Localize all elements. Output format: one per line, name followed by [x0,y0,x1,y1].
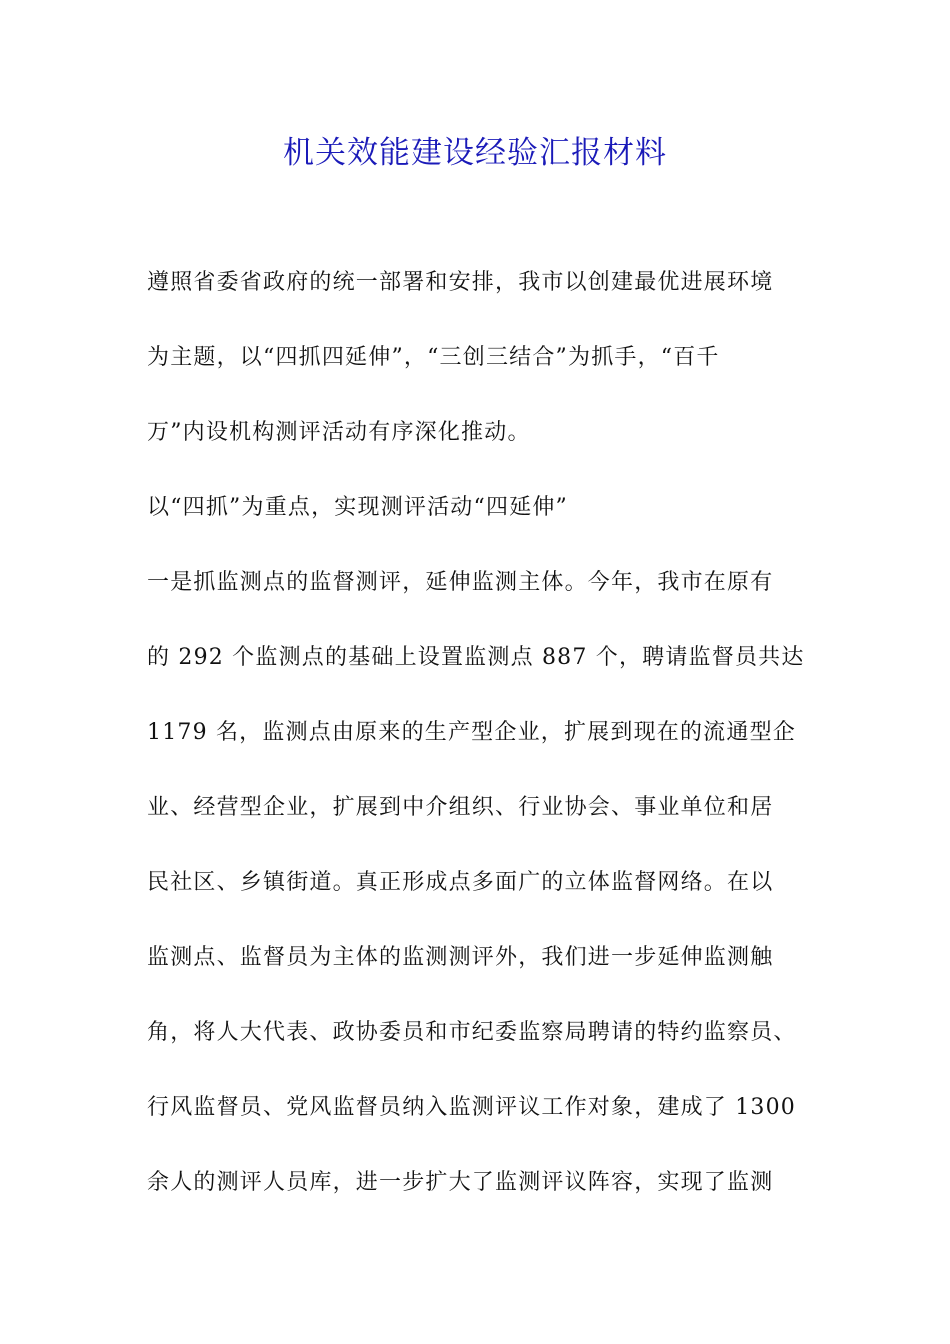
paragraph-line: 一是抓监测点的监督测评，延伸监测主体。今年，我市在原有 [147,570,774,595]
paragraph-line: 万”内设机构测评活动有序深化推动。 [147,420,531,445]
paragraph-line: 遵照省委省政府的统一部署和安排，我市以创建最优进展环境 [147,270,774,295]
paragraph-line: 余人的测评人员库，进一步扩大了监测评议阵容，实现了监测 [147,1170,774,1195]
paragraph-line: 为主题，以“四抓四延伸”，“三创三结合”为抓手，“百千 [147,345,720,370]
document-title: 机关效能建设经验汇报材料 [283,135,667,171]
paragraph-line: 1179 名，监测点由原来的生产型企业，扩展到现在的流通型企 [147,720,796,745]
paragraph-line: 的 292 个监测点的基础上设置监测点 887 个，聘请监督员共达 [147,645,805,670]
section-heading: 以“四抓”为重点，实现测评活动“四延伸” [147,495,568,520]
paragraph-line: 业、经营型企业，扩展到中介组织、行业协会、事业单位和居 [147,795,774,820]
paragraph-line: 民社区、乡镇街道。真正形成点多面广的立体监督网络。在以 [147,870,774,895]
paragraph-line: 行风监督员、党风监督员纳入监测评议工作对象，建成了 1300 [147,1095,796,1120]
paragraph-line: 监测点、监督员为主体的监测测评外，我们进一步延伸监测触 [147,945,774,970]
paragraph-line: 角，将人大代表、政协委员和市纪委监察局聘请的特约监察员、 [147,1020,797,1045]
